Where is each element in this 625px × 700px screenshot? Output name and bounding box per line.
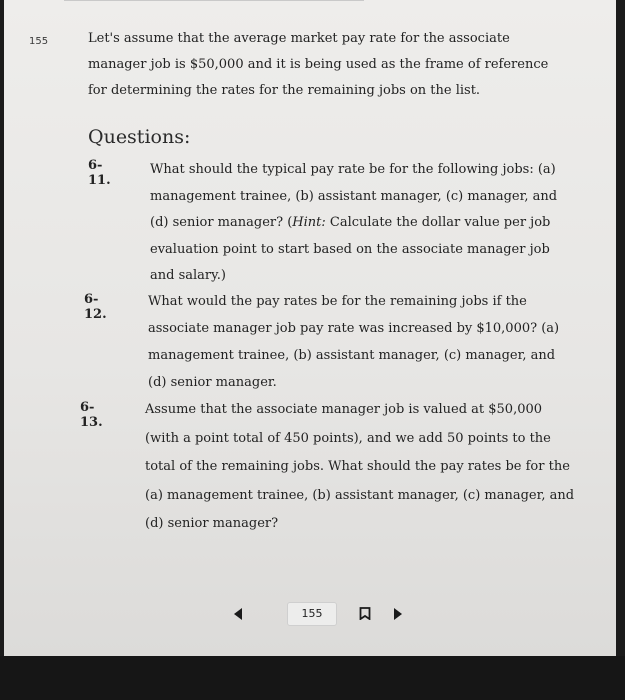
question-number: 6-12. (84, 292, 107, 322)
question-text: Assume that the associate manager job is valued at $50,000 (with a point total of 450 points), and we add 50 points to the total of the remaining jobs. What should the pay rates be for the (a) management trainee, (b) assistant manager, (c) manager, and (d) senior manager? (145, 402, 575, 531)
question-text-part: What should the typical pay rate be for the following jobs: (a) management trainee, (b) assistant manager, (c) manager, and (d) senior manager? ( (150, 162, 558, 230)
question-text-part: Calculate the dollar value per job evaluation point to start based on the associate manager job and salary.) (150, 215, 551, 283)
question-number: 6-11. (88, 158, 111, 188)
question-text (150, 157, 570, 290)
next-page-icon[interactable] (394, 608, 402, 620)
question-text: What would the pay rates be for the remaining jobs if the associate manager job pay rate was increased by $10,000? (a) management trainee, (b) assistant manager, (c) manager, and (d) senior manager. (148, 294, 560, 390)
question-number: 6-13. (80, 400, 103, 430)
device-bezel (0, 656, 625, 700)
previous-page-icon[interactable] (234, 608, 242, 620)
top-divider (64, 0, 364, 1)
bookmark-icon[interactable] (359, 607, 371, 620)
questions-heading: Questions: (88, 126, 191, 148)
ebook-page (4, 0, 616, 656)
hint-label: Hint: (292, 215, 326, 230)
margin-page-number: 155 (29, 36, 49, 47)
page-number-input[interactable]: 155 (287, 602, 337, 626)
page-navigation (4, 602, 616, 626)
intro-paragraph: Let's assume that the average market pay rate for the associate manager job is $50,000 and it is being used as the frame of reference for determining the rates for the remaining jobs on the list. (88, 31, 549, 98)
